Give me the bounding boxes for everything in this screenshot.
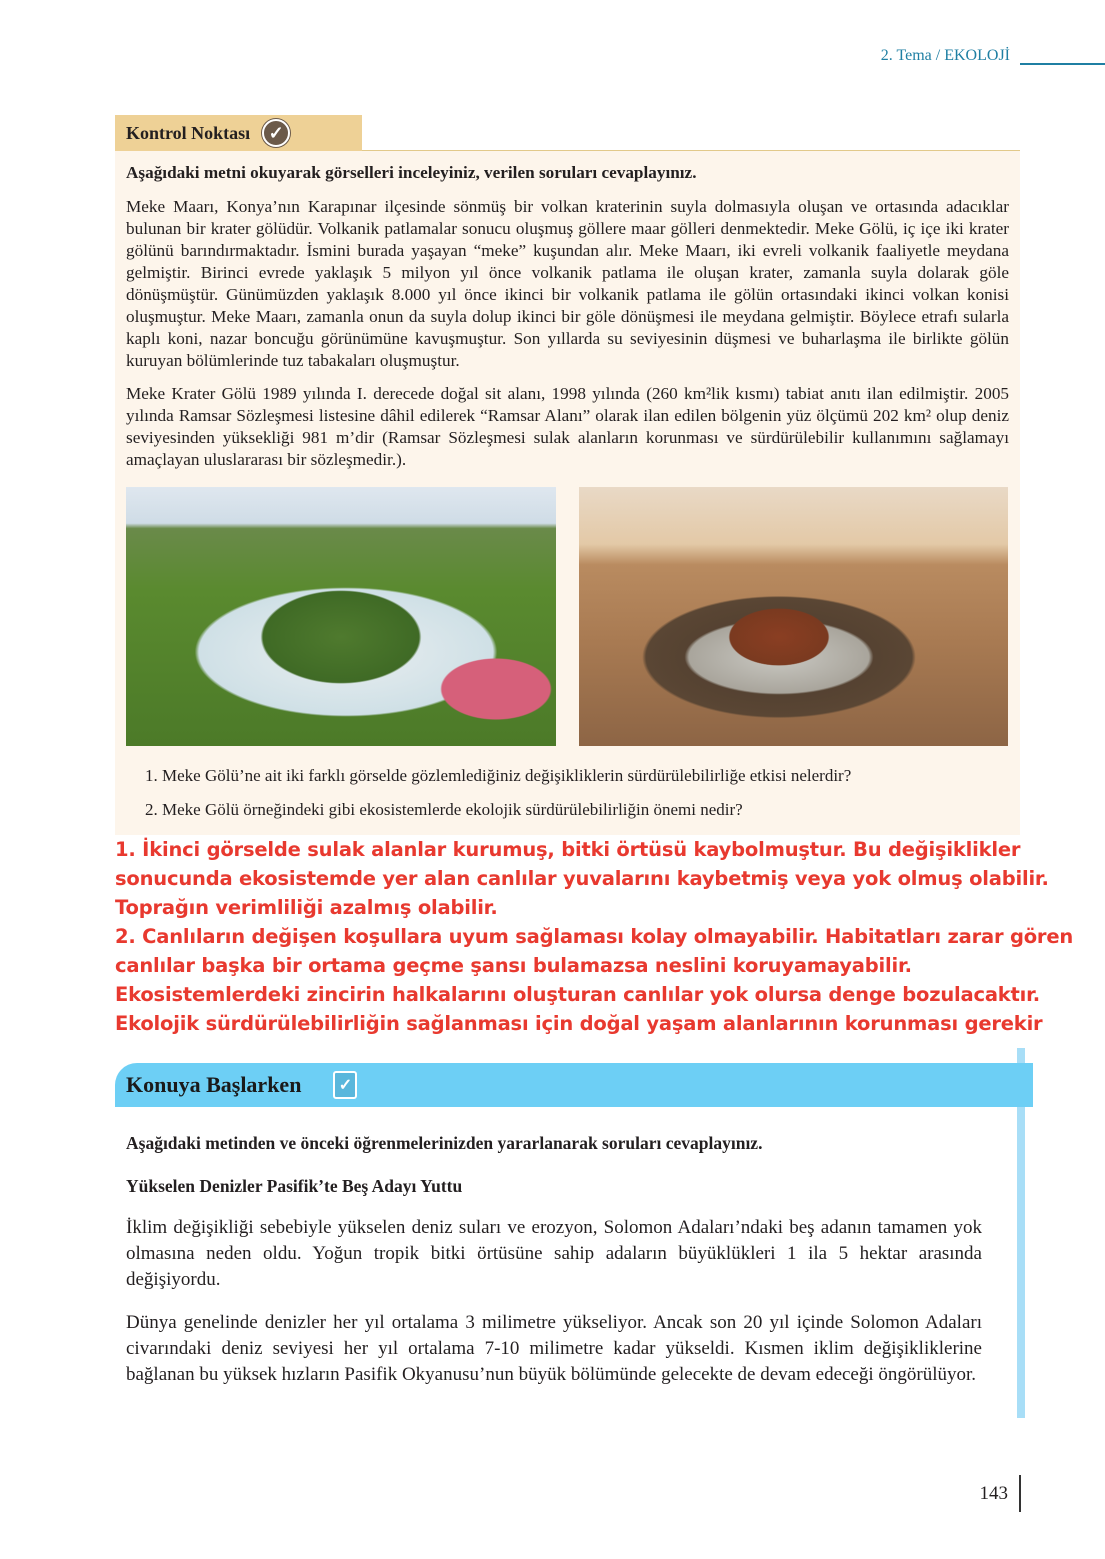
answer-line: Ekosistemlerdeki zincirin halkalarını oluşturan canlılar yok olursa denge bozulacaktır. [115, 983, 1040, 1006]
article-paragraph-1: İklim değişikliği sebebiyle yükselen deniz suları ve erozyon, Solomon Adaları’ndaki beş adanın tamamen yok olmasına neden oldu. Yoğun tropik bitki örtüsüne sahip adaların büyüklükleri 1 ila 5 hektar arasında değişiyordu. [126, 1217, 982, 1290]
konuya-instruction: Aşağıdaki metinden ve önceki öğrenmelerinizden yararlanarak soruları cevaplayınız. [126, 1133, 763, 1153]
question-2: 2. Meke Gölü örneğindeki gibi ekosistemlerde ekolojik sürdürülebilirliğin önemi nedir? [145, 800, 743, 819]
page-number-rule [1019, 1475, 1021, 1512]
answer-line: 1. İkinci görselde sulak alanlar kurumuş, bitki örtüsü kaybolmuştur. Bu değişiklikler [115, 838, 1021, 861]
answer-line: sonucunda ekosistemde yer alan canlılar yuvalarını kaybetmiş veya yok olmuş olabilir. [115, 867, 1049, 890]
page-number: 143 [979, 1483, 1008, 1504]
konuya-title: Konuya Başlarken [126, 1072, 302, 1097]
question-1: 1. Meke Gölü’ne ait iki farklı görselde gözlemlediğiniz değişikliklerin sürdürülebilirliğe etkisi nelerdir? [145, 766, 852, 785]
kontrol-noktasi-tab [115, 115, 362, 151]
article-paragraph-2: Dünya genelinde denizler her yıl ortalama 3 milimetre yükseliyor. Ancak son 20 yıl içinde Solomon Adaları civarındaki deniz seviyesi her yıl ortalama 7-10 milimetre kadar yükseldi. Kısmen iklim değişikliklerine bağlanan bu yüksek hızların Pasifik Okyanusu’nun büyük bölümünde gelecekte de devam edeceği öngörülüyor. [126, 1312, 982, 1385]
answer-line: Toprağın verimliliği azalmış olabilir. [115, 896, 498, 919]
checkmark-icon: ✓ [262, 119, 290, 147]
theme-header: 2. Tema / EKOLOJİ [880, 47, 1010, 64]
konuya-baslarken-bar [115, 1063, 1033, 1107]
meke-lake-green-photo [126, 487, 556, 746]
answer-line: Ekolojik sürdürülebilirliğin sağlanması için doğal yaşam alanlarının korunması gerekir [115, 1012, 1043, 1035]
kontrol-paragraph-1: Meke Maarı, Konya’nın Karapınar ilçesinde sönmüş bir volkan kraterinin suyla dolmasıyla oluşan ve ortasında adacıklar bulunan bir krater gölüdür. Volkanik patlamalar sonucu oluşmuş göllere maar gölleri denmektedir. Meke Gölü, iç içe iki krater gölünü barındırmaktadır. İsmini burada yaşayan “meke” kuşundan alır. Meke Maarı, iki evreli volkanik faaliyetle meydana gelmiştir. Birinci evrede yaklaşık 5 milyon yıl önce volkanik patlama ile oluşan krater, zamanla suyla dolarak göle dönüşmüştür. Günümüzden yaklaşık 8.000 yıl önce ikinci bir volkanik patlama ile gölün ortasındaki ikinci volkan konisi oluşmuştur. Meke Maarı, zamanla onun da suyla dolup ikinci bir göle dönüşmesi ile meydana gelmiştir. Böylece etrafı sularla kaplı koni, nazar boncuğu görünümüne kavuşmuştur. Son yıllarda su seviyesinin düşmesi ve buharlaşma ile birlikte gölün kuruyan bölümlerinde tuz tabakaları oluşmuştur. [126, 197, 1009, 370]
header-divider [1020, 63, 1105, 65]
answer-line: 2. Canlıların değişen koşullara uyum sağlaması kolay olmayabilir. Habitatları zarar gören [115, 925, 1074, 948]
answer-line: canlılar başka bir ortama geçme şansı bulamazsa neslini koruyamayabilir. [115, 954, 912, 977]
kontrol-title: Kontrol Noktası [126, 122, 251, 143]
answer-text [115, 835, 1075, 1038]
kontrol-paragraph-2: Meke Krater Gölü 1989 yılında I. derecede doğal sit alanı, 1998 yılında (260 km²lik kısmı) tabiat anıtı ilan edilmiştir. 2005 yılında Ramsar Sözleşmesi listesine dâhil edilerek “Ramsar Alanı” olarak ilan edilen bölgenin yüz ölçümü 202 km² olup deniz seviyesinden yüksekliği 981 m’dir (Ramsar Sözleşmesi sulak alanların korunması ve sürdürülebilir kullanımını sağlamayı amaçlayan uluslararası bir sözleşmedir.). [126, 384, 1009, 469]
kontrol-instruction: Aşağıdaki metni okuyarak görselleri inceleyiniz, verilen soruları cevaplayınız. [126, 163, 697, 182]
article-title: Yükselen Denizler Pasifik’te Beş Adayı Yuttu [126, 1176, 463, 1196]
clipboard-check-icon: ✓ [333, 1071, 357, 1099]
meke-lake-dry-photo [579, 487, 1008, 746]
